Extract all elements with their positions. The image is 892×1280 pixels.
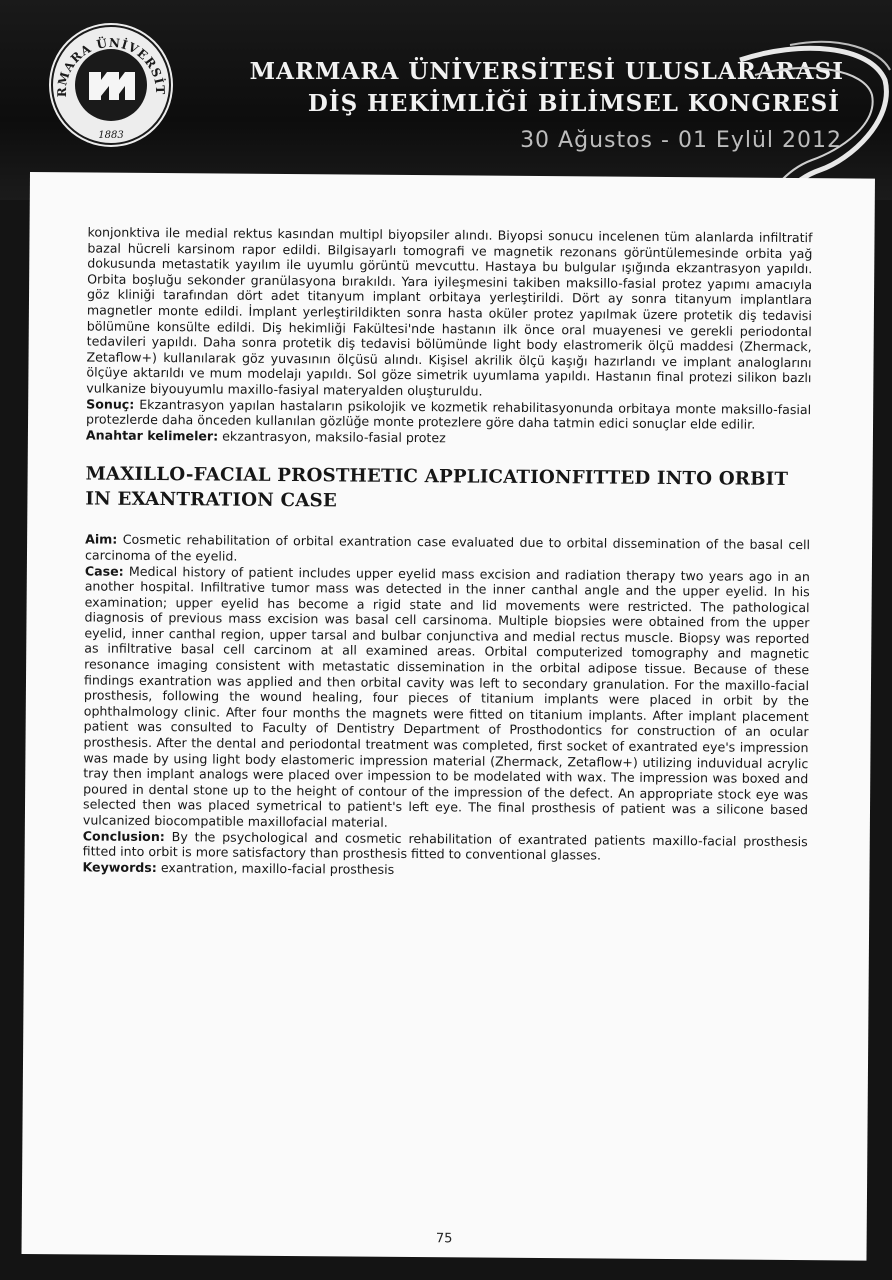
svg-text:MARMARA ÜNİVERSİTESİ: RMARA ÜNİVERSİT <box>54 35 168 98</box>
english-case-text: Medical history of patient includes upper eyelid mass excision and radiation therapy two years ago in an another hospital. Infiltrative tumor mass was detected in the inner canthal angle and the upper eyelid. In his examination; upper eyelid has become a rigid state and lid movements were restricted. The pathological diagnosis of previous mass excision was basal cell carsinoma. Multiple biopsies were obtained from the upper eyelid, inner canthal region, upper tarsal and bulbar conjunctiva and medial rectus muscle. Biopsy was reported as infiltrative basal cell carcinom at all examined areas. Orbital computerized tomography and magnetic resonance imaging consistent with metastatic dissemination in the orbital adipose tissue. Because of these findings exantration was applied and then orbital cavity was left to secondary granulation. For the maxillo-facial prosthesis, following the wound healing, four pieces of titanium implants were placed in orbit by the ophthalmology clinic. After four months the magnets were fitted on titanium implants. After implant placement patient was consulted to Faculty of Dentistry Department of Prosthodontics for construction of an ocular prosthesis. After the dental and periodontal treatment was completed, first socket of exantrated eye's impression was made by using light body elastomeric impression material (Zhermack, Zetaflow+) utilizing induvidual acrylic tray then implant analogs were placed over impession to be modelated with wax. The impression was boxed and poured in dental stone up to the height of contour of the impression of the defect. An appropriate stock eye was selected then was placed symetrical to patient's left eye. The final prosthesis of patient was a silicone based vulcanized biocompatible maxillofacial material. <box>82 563 810 830</box>
english-aim-label: Aim: <box>85 531 118 548</box>
conference-header <box>0 0 892 200</box>
abstract-text <box>82 224 812 880</box>
turkish-keywords-label: Anahtar kelimeler: <box>85 427 219 444</box>
turkish-keywords-text: ekzantrasyon, maksilo-fasial protez <box>218 428 446 445</box>
english-case-label: Case: <box>84 562 124 579</box>
page-number: 75 <box>435 1231 453 1247</box>
english-conclusion-label: Conclusion: <box>82 828 165 844</box>
svg-text:1883: 1883 <box>98 130 124 141</box>
english-case <box>83 563 810 834</box>
conference-dates: 30 Ağustos - 01 Eylül 2012 <box>520 128 842 153</box>
conference-title-line2: DİŞ HEKİMLİĞİ BİLİMSEL KONGRESİ <box>307 90 840 117</box>
english-keywords-label: Keywords: <box>82 859 157 875</box>
turkish-conclusion-text: Ekzantrasyon yapılan hastaların psikolojik ve kozmetik rehabilitasyonunda orbitaya monte maksillo-fasial protezlerde daha önceden kullanılan gözlüğe monte protezlere göre daha tatmin edici sonuçlar elde edilir. <box>86 396 812 432</box>
english-article-title: MAXILLO-FACIAL PROSTHETIC APPLICATIONFITTED INTO ORBIT IN EXANTRATION CASE <box>85 463 789 512</box>
english-conclusion-text: By the psychological and cosmetic rehabilitation of exantrated patients maxillo-facial prosthesis fitted into orbit is more satisfactory than prosthesis fitted to conventional glasses. <box>82 828 808 863</box>
turkish-body-paragraph: konjonktiva ile medial rektus kasından multipl biyopsiler alındı. Biyopsi sonucu incelenen tüm alanlarda infiltratif bazal hücreli karsinom rapor edildi. Bilgisayarlı tomografi ve magnetik rezonans görüntülemesinde orbita yağ dokusunda metastatik yayılım ile uyumlu görüntü mevcuttu. Hastaya bu bulgular ışığında ekzantrasyon yapıldı. Orbita boşluğu sekonder granülasyona bırakıldı. Yara iyileşmesini takiben maksillo-fasial protez yapımı amacıyla göz kliniği tarafından dört adet titanyum implant orbitaya yerleştirildi. Dört ay sonra titanyum implantlara magnetler monte edildi. İmplant yerleştirildikten sonra hasta oküler protez yapılmak üzere protetik diş tedavisi bölümüne konsülte edildi. Diş hekimliği Fakültesi'nde hastanın ilk önce oral muayenesi ve gerekli periodontal tedavileri yapıldı. Daha sonra protetik diş tedavisi bölümünde light body elastromerik ölçü maddesi (Zhermack, Zetaflow+) kullanılarak göz yuvasının ölçüsü alındı. Kişisel akrilik ölçü kaşığı hazırlandı ve implant analoglarını ölçüye aktarıldı ve mum modelajı yapıldı. Sol göze simetrik uyumlama yapıldı. Hastanın final protezi silikon bazlı vulkanize biyouyumlu maxillo-fasiyal materyalden oluşturuldu. <box>86 224 813 399</box>
turkish-conclusion-label: Sonuç: <box>86 395 135 412</box>
university-seal-logo <box>46 20 176 150</box>
page-content-sheet <box>22 172 875 1261</box>
conference-title-line1: MARMARA ÜNİVERSİTESİ ULUSLARARASI <box>249 58 844 85</box>
english-aim-text: Cosmetic rehabilitation of orbital exantration case evaluated due to orbital dissemination of the basal cell carcinoma of the eyelid. <box>84 532 811 564</box>
english-keywords-text: exantration, maxillo-facial prosthesis <box>156 859 395 877</box>
